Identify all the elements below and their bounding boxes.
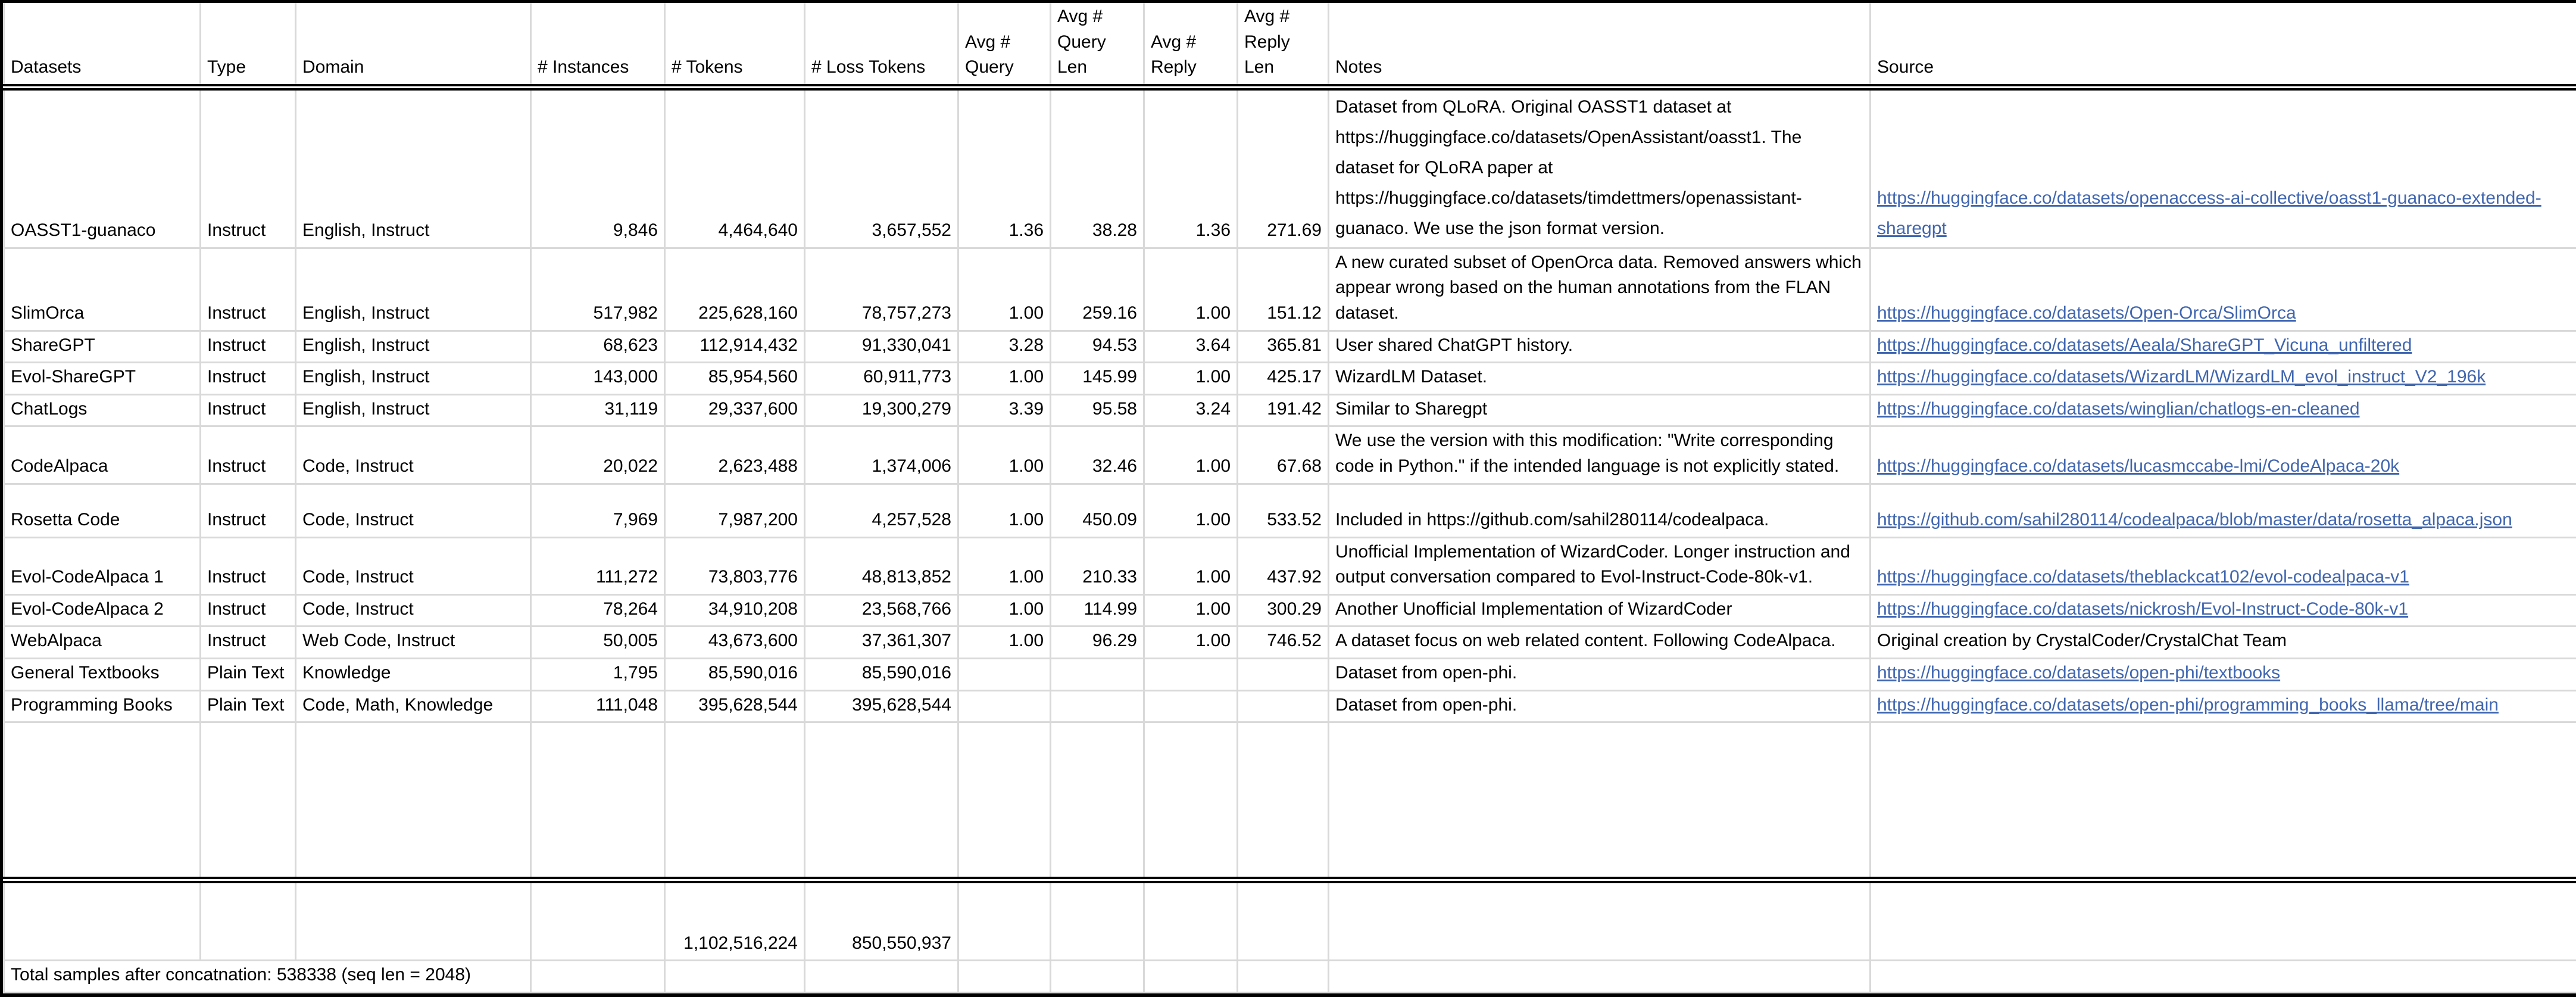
- cell-type: Instruct: [201, 426, 296, 484]
- cell-avg-query-len: [1051, 658, 1144, 690]
- cell-notes: Included in https://github.com/sahil280114/codealpaca.: [1329, 484, 1871, 537]
- cell-tokens: 4,464,640: [665, 87, 805, 248]
- cell-domain: Code, Math, Knowledge: [296, 690, 531, 722]
- cell-tokens: 225,628,160: [665, 248, 805, 331]
- column-header-type: Type: [201, 3, 296, 87]
- source-link[interactable]: https://huggingface.co/datasets/open-phi/programming_books_llama/tree/main: [1877, 695, 2499, 715]
- cell-source: [1871, 690, 2576, 722]
- cell-tokens: 85,954,560: [665, 363, 805, 395]
- cell-instances: 1,795: [531, 658, 665, 690]
- cell-avg-reply-len: 151.12: [1238, 248, 1329, 331]
- cell-avg-query: 1.36: [958, 87, 1051, 248]
- cell-instances: 31,119: [531, 394, 665, 426]
- cell-avg-reply: 1.00: [1144, 594, 1238, 627]
- cell-dataset: Evol-CodeAlpaca 2: [4, 594, 201, 627]
- cell-type: Instruct: [201, 484, 296, 537]
- cell-source: [1871, 248, 2576, 331]
- column-header-avg-reply: Avg # Reply: [1144, 3, 1238, 87]
- cell-avg-reply: 1.00: [1144, 248, 1238, 331]
- cell-avg-query: 1.00: [958, 537, 1051, 594]
- source-link[interactable]: https://huggingface.co/datasets/theblackcat102/evol-codealpaca-v1: [1877, 567, 2409, 587]
- cell-avg-query: [958, 658, 1051, 690]
- cell-dataset: Evol-CodeAlpaca 1: [4, 537, 201, 594]
- dataset-row: [4, 690, 2576, 722]
- column-header-datasets: Datasets: [4, 3, 201, 87]
- cell-instances: 78,264: [531, 594, 665, 627]
- cell-domain: English, Instruct: [296, 394, 531, 426]
- cell-dataset: Evol-ShareGPT: [4, 363, 201, 395]
- cell-domain: Code, Instruct: [296, 537, 531, 594]
- cell-notes: Dataset from QLoRA. Original OASST1 dataset at https://huggingface.co/datasets/OpenAssistant/oasst1. The dataset for QLoRA paper at https://huggingface.co/datasets/timdettmers/openassistant-guanaco. We use the json format version.: [1329, 87, 1871, 248]
- cell-loss-tokens: 4,257,528: [805, 484, 958, 537]
- cell-avg-query: 1.00: [958, 627, 1051, 659]
- cell-avg-reply: 1.00: [1144, 426, 1238, 484]
- cell-avg-reply-len: 533.52: [1238, 484, 1329, 537]
- cell-avg-reply-len: [1238, 658, 1329, 690]
- cell-instances: 111,048: [531, 690, 665, 722]
- cell-domain: English, Instruct: [296, 331, 531, 363]
- column-header-tokens: # Tokens: [665, 3, 805, 87]
- cell-dataset: Programming Books: [4, 690, 201, 722]
- cell-loss-tokens: 60,911,773: [805, 363, 958, 395]
- cell-avg-reply: 1.00: [1144, 363, 1238, 395]
- cell-avg-reply: 1.00: [1144, 537, 1238, 594]
- cell-type: Instruct: [201, 331, 296, 363]
- cell-loss-tokens: 3,657,552: [805, 87, 958, 248]
- cell-dataset: CodeAlpaca: [4, 426, 201, 484]
- source-link[interactable]: https://huggingface.co/datasets/Aeala/ShareGPT_Vicuna_unfiltered: [1877, 335, 2412, 355]
- cell-source: Original creation by CrystalCoder/CrystalChat Team: [1871, 627, 2576, 659]
- cell-notes: WizardLM Dataset.: [1329, 363, 1871, 395]
- header-row: [4, 3, 2576, 87]
- column-header-avg-query-len: Avg # Query Len: [1051, 3, 1144, 87]
- cell-avg-query-len: 259.16: [1051, 248, 1144, 331]
- cell-tokens: 73,803,776: [665, 537, 805, 594]
- cell-avg-reply-len: 746.52: [1238, 627, 1329, 659]
- cell-dataset: WebAlpaca: [4, 627, 201, 659]
- cell-avg-query: 1.00: [958, 248, 1051, 331]
- cell-tokens: 43,673,600: [665, 627, 805, 659]
- cell-avg-reply-len: 365.81: [1238, 331, 1329, 363]
- cell-dataset: General Textbooks: [4, 658, 201, 690]
- spacer-row: [4, 722, 2576, 880]
- cell-loss-tokens: 23,568,766: [805, 594, 958, 627]
- column-header-loss-tokens: # Loss Tokens: [805, 3, 958, 87]
- cell-source: [1871, 594, 2576, 627]
- cell-notes: We use the version with this modification: "Write corresponding code in Python." if the intended language is not explicitly stated.: [1329, 426, 1871, 484]
- dataset-row: [4, 426, 2576, 484]
- cell-type: Plain Text: [201, 690, 296, 722]
- total-loss-tokens: 850,550,937: [805, 880, 958, 961]
- source-link[interactable]: https://huggingface.co/datasets/Open-Orca/SlimOrca: [1877, 303, 2296, 323]
- cell-domain: English, Instruct: [296, 248, 531, 331]
- cell-instances: 20,022: [531, 426, 665, 484]
- cell-avg-query-len: 145.99: [1051, 363, 1144, 395]
- cell-avg-query-len: 38.28: [1051, 87, 1144, 248]
- total-tokens: 1,102,516,224: [665, 880, 805, 961]
- cell-notes: A dataset focus on web related content. Following CodeAlpaca.: [1329, 627, 1871, 659]
- column-header-avg-query: Avg # Query: [958, 3, 1051, 87]
- cell-source: [1871, 363, 2576, 395]
- cell-avg-query: 1.00: [958, 484, 1051, 537]
- cell-avg-query-len: [1051, 690, 1144, 722]
- cell-type: Instruct: [201, 627, 296, 659]
- cell-avg-query: 1.00: [958, 594, 1051, 627]
- cell-notes: A new curated subset of OpenOrca data. Removed answers which appear wrong based on the human annotations from the FLAN dataset.: [1329, 248, 1871, 331]
- cell-type: Instruct: [201, 594, 296, 627]
- cell-dataset: ShareGPT: [4, 331, 201, 363]
- cell-avg-reply: 1.36: [1144, 87, 1238, 248]
- cell-instances: 7,969: [531, 484, 665, 537]
- cell-notes: User shared ChatGPT history.: [1329, 331, 1871, 363]
- cell-instances: 517,982: [531, 248, 665, 331]
- cell-tokens: 112,914,432: [665, 331, 805, 363]
- cell-source: [1871, 87, 2576, 248]
- cell-notes: Similar to Sharegpt: [1329, 394, 1871, 426]
- cell-avg-reply: 3.24: [1144, 394, 1238, 426]
- cell-source: [1871, 484, 2576, 537]
- cell-avg-query-len: 210.33: [1051, 537, 1144, 594]
- cell-type: Instruct: [201, 537, 296, 594]
- cell-dataset: OASST1-guanaco: [4, 87, 201, 248]
- cell-domain: Web Code, Instruct: [296, 627, 531, 659]
- cell-avg-reply: 3.64: [1144, 331, 1238, 363]
- dataset-row: [4, 363, 2576, 395]
- cell-avg-reply-len: 437.92: [1238, 537, 1329, 594]
- datasets-table: [3, 3, 2576, 993]
- column-header-avg-reply-len: Avg # Reply Len: [1238, 3, 1329, 87]
- cell-source: [1871, 426, 2576, 484]
- cell-domain: English, Instruct: [296, 87, 531, 248]
- cell-avg-query: 1.00: [958, 426, 1051, 484]
- cell-domain: Code, Instruct: [296, 594, 531, 627]
- cell-domain: Knowledge: [296, 658, 531, 690]
- cell-instances: 50,005: [531, 627, 665, 659]
- cell-dataset: Rosetta Code: [4, 484, 201, 537]
- cell-tokens: 2,623,488: [665, 426, 805, 484]
- dataset-row: [4, 484, 2576, 537]
- cell-dataset: ChatLogs: [4, 394, 201, 426]
- cell-source: [1871, 537, 2576, 594]
- dataset-row: [4, 87, 2576, 248]
- cell-loss-tokens: 48,813,852: [805, 537, 958, 594]
- cell-avg-query-len: 32.46: [1051, 426, 1144, 484]
- cell-loss-tokens: 85,590,016: [805, 658, 958, 690]
- dataset-row: [4, 537, 2576, 594]
- cell-type: Plain Text: [201, 658, 296, 690]
- cell-avg-reply-len: [1238, 690, 1329, 722]
- total-samples-note: Total samples after concatnation: 538338 (seq len = 2048): [4, 961, 531, 993]
- cell-avg-reply-len: 67.68: [1238, 426, 1329, 484]
- cell-dataset: SlimOrca: [4, 248, 201, 331]
- cell-avg-query-len: 114.99: [1051, 594, 1144, 627]
- column-header-instances: # Instances: [531, 3, 665, 87]
- cell-source: [1871, 331, 2576, 363]
- cell-avg-reply-len: 191.42: [1238, 394, 1329, 426]
- cell-avg-query-len: 95.58: [1051, 394, 1144, 426]
- source-link[interactable]: https://huggingface.co/datasets/lucasmccabe-lmi/CodeAlpaca-20k: [1877, 456, 2399, 476]
- footer-row: [4, 961, 2576, 993]
- cell-instances: 143,000: [531, 363, 665, 395]
- cell-notes: Another Unofficial Implementation of WizardCoder: [1329, 594, 1871, 627]
- cell-avg-reply-len: 300.29: [1238, 594, 1329, 627]
- cell-instances: 68,623: [531, 331, 665, 363]
- cell-avg-query-len: 96.29: [1051, 627, 1144, 659]
- cell-avg-reply: 1.00: [1144, 627, 1238, 659]
- cell-instances: 9,846: [531, 87, 665, 248]
- cell-avg-query-len: 450.09: [1051, 484, 1144, 537]
- dataset-row: [4, 594, 2576, 627]
- cell-loss-tokens: 395,628,544: [805, 690, 958, 722]
- cell-loss-tokens: 1,374,006: [805, 426, 958, 484]
- cell-loss-tokens: 91,330,041: [805, 331, 958, 363]
- cell-type: Instruct: [201, 87, 296, 248]
- cell-notes: Unofficial Implementation of WizardCoder. Longer instruction and output conversation compared to Evol-Instruct-Code-80k-v1.: [1329, 537, 1871, 594]
- cell-loss-tokens: 78,757,273: [805, 248, 958, 331]
- cell-domain: Code, Instruct: [296, 484, 531, 537]
- cell-avg-query: 1.00: [958, 363, 1051, 395]
- cell-loss-tokens: 37,361,307: [805, 627, 958, 659]
- dataset-row: [4, 331, 2576, 363]
- dataset-row: [4, 658, 2576, 690]
- cell-loss-tokens: 19,300,279: [805, 394, 958, 426]
- cell-avg-query: [958, 690, 1051, 722]
- cell-tokens: 34,910,208: [665, 594, 805, 627]
- cell-avg-query-len: 94.53: [1051, 331, 1144, 363]
- cell-instances: 111,272: [531, 537, 665, 594]
- cell-notes: Dataset from open-phi.: [1329, 690, 1871, 722]
- cell-domain: Code, Instruct: [296, 426, 531, 484]
- source-link[interactable]: https://huggingface.co/datasets/openaccess-ai-collective/oasst1-guanaco-extended-sharegpt: [1877, 188, 2541, 238]
- column-header-notes: Notes: [1329, 3, 1871, 87]
- cell-tokens: 395,628,544: [665, 690, 805, 722]
- source-link[interactable]: https://huggingface.co/datasets/winglian/chatlogs-en-cleaned: [1877, 399, 2360, 419]
- cell-source: [1871, 394, 2576, 426]
- source-link[interactable]: https://github.com/sahil280114/codealpaca/blob/master/data/rosetta_alpaca.json: [1877, 510, 2512, 529]
- cell-avg-query: 3.39: [958, 394, 1051, 426]
- source-link[interactable]: https://huggingface.co/datasets/open-phi/textbooks: [1877, 663, 2280, 683]
- cell-avg-reply: [1144, 658, 1238, 690]
- cell-tokens: 7,987,200: [665, 484, 805, 537]
- dataset-row: [4, 627, 2576, 659]
- cell-avg-reply: [1144, 690, 1238, 722]
- cell-avg-reply: 1.00: [1144, 484, 1238, 537]
- source-link[interactable]: https://huggingface.co/datasets/WizardLM/WizardLM_evol_instruct_V2_196k: [1877, 367, 2486, 387]
- column-header-source: Source: [1871, 3, 2576, 87]
- dataset-row: [4, 394, 2576, 426]
- source-link[interactable]: https://huggingface.co/datasets/nickrosh/Evol-Instruct-Code-80k-v1: [1877, 599, 2408, 619]
- cell-type: Instruct: [201, 394, 296, 426]
- cell-notes: Dataset from open-phi.: [1329, 658, 1871, 690]
- cell-tokens: 29,337,600: [665, 394, 805, 426]
- cell-avg-query: 3.28: [958, 331, 1051, 363]
- dataset-row: [4, 248, 2576, 331]
- cell-avg-reply-len: 425.17: [1238, 363, 1329, 395]
- cell-domain: English, Instruct: [296, 363, 531, 395]
- cell-type: Instruct: [201, 363, 296, 395]
- column-header-domain: Domain: [296, 3, 531, 87]
- cell-tokens: 85,590,016: [665, 658, 805, 690]
- cell-type: Instruct: [201, 248, 296, 331]
- cell-avg-reply-len: 271.69: [1238, 87, 1329, 248]
- totals-row: [4, 880, 2576, 961]
- cell-source: [1871, 658, 2576, 690]
